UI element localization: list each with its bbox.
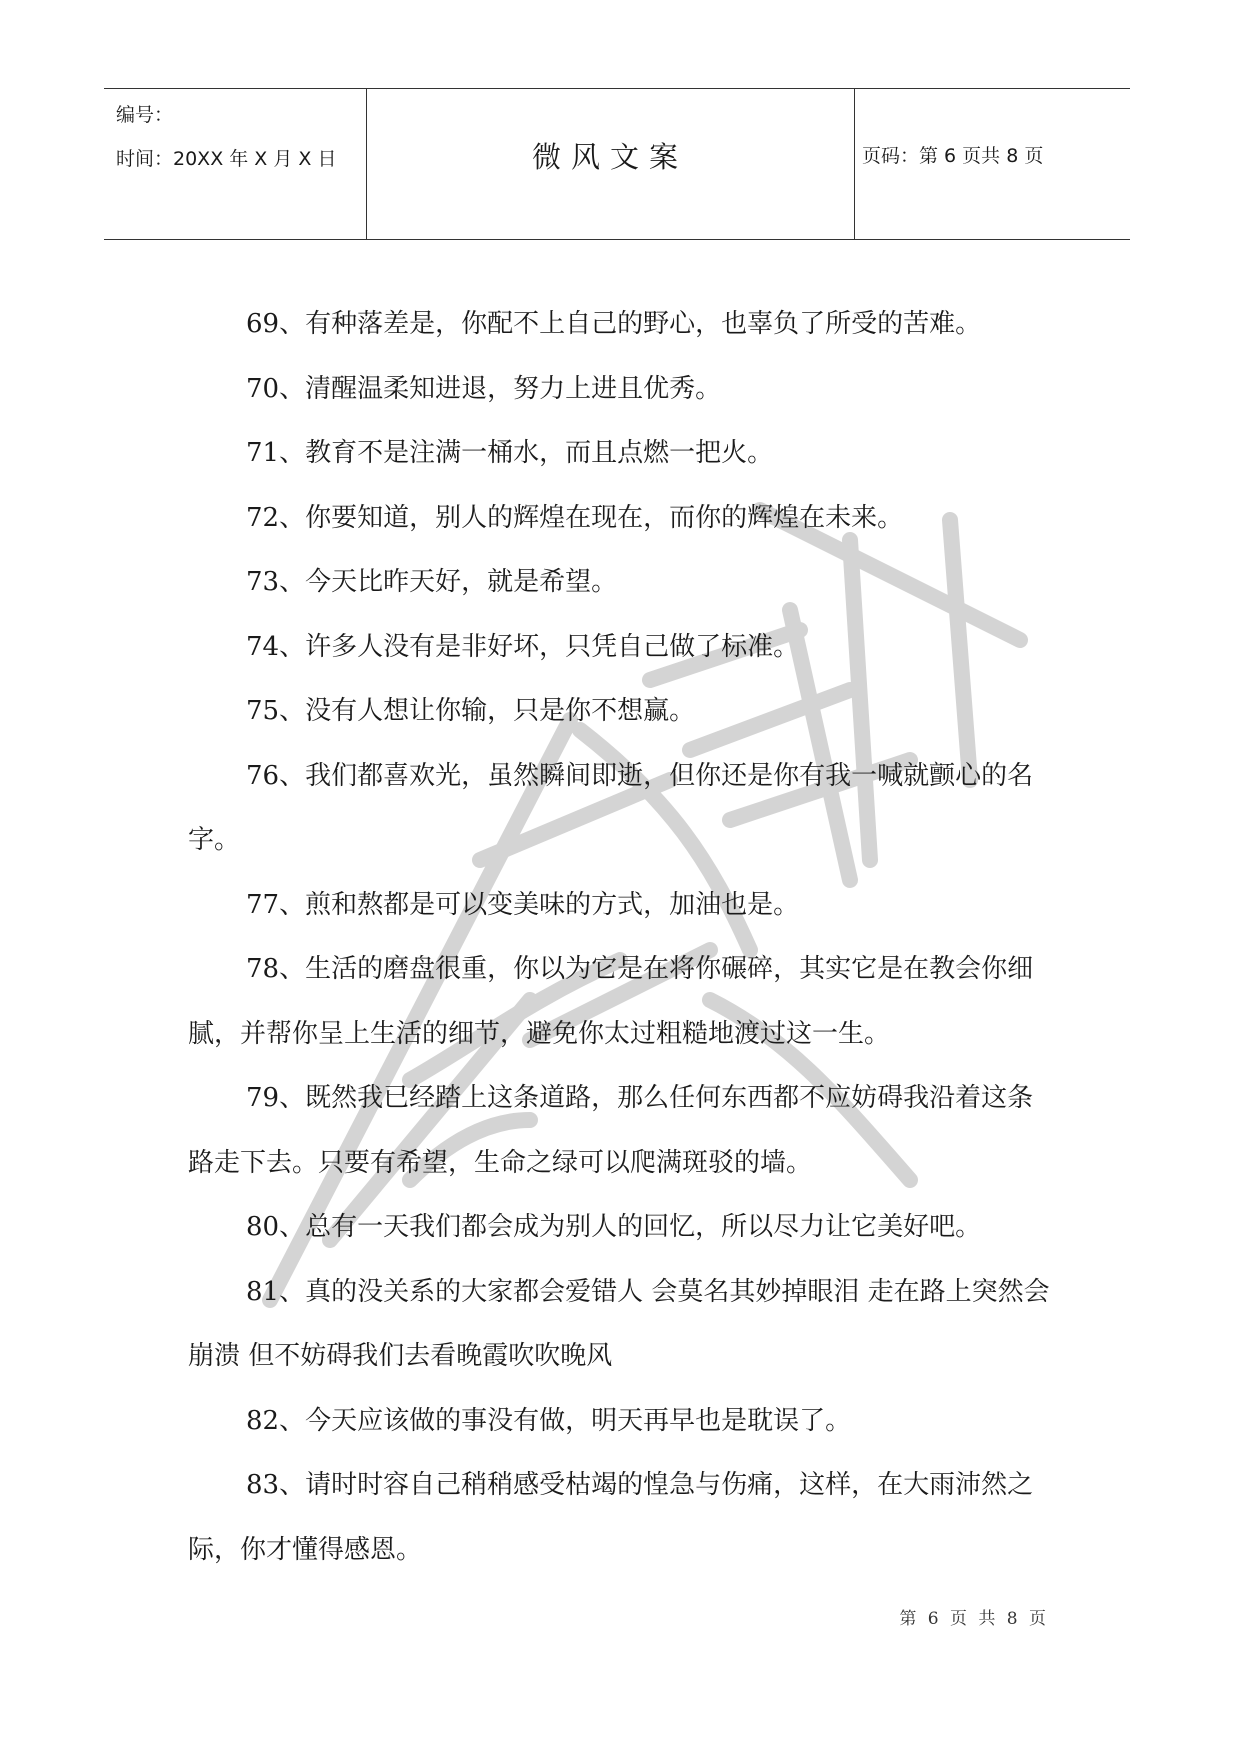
document-body	[188, 292, 1052, 1582]
quote-paragraph: 72、你要知道，别人的辉煌在现在，而你的辉煌在未来。	[246, 502, 904, 533]
quote-paragraph: 75、没有人想让你输，只是你不想赢。	[246, 696, 696, 726]
quote-paragraph: 74、许多人没有是非好坏，只凭自己做了标准。	[246, 631, 800, 662]
quote-paragraph: 79、既然我已经踏上这条道路，那么任何东西都不应妨碍我沿着这条路走下去。只要有希望，生命之绿可以爬满斑驳的墙。	[188, 1083, 1034, 1178]
header-date: 时间：20XX 年 X 月 X 日	[116, 148, 337, 170]
header-page-info: 页码：第 6 页共 8 页	[862, 145, 1044, 167]
header-number-label: 编号：	[116, 104, 174, 126]
header-divider-right	[854, 89, 855, 239]
quote-paragraph: 71、教育不是注满一桶水，而且点燃一把火。	[246, 438, 774, 468]
quote-paragraph: 73、今天比昨天好，就是希望。	[246, 567, 618, 597]
quote-paragraph: 78、生活的磨盘很重，你以为它是在将你碾碎，其实它是在教会你细腻，并帮你呈上生活的细节，避免你太过粗糙地渡过这一生。	[188, 954, 1034, 1049]
document-title: 微风文案	[531, 140, 688, 174]
quote-paragraph: 69、有种落差是，你配不上自己的野心，也辜负了所受的苦难。	[246, 309, 982, 339]
quote-paragraph: 76、我们都喜欢光，虽然瞬间即逝，但你还是你有我一喊就颤心的名字。	[188, 760, 1034, 855]
quote-paragraph: 82、今天应该做的事没有做，明天再早也是耽误了。	[246, 1405, 852, 1436]
quote-paragraph: 77、煎和熬都是可以变美味的方式，加油也是。	[246, 889, 800, 920]
header-meta	[116, 93, 336, 181]
document-header	[104, 88, 1130, 240]
quote-paragraph: 83、请时时容自己稍稍感受枯竭的惶急与伤痛，这样，在大雨沛然之际，你才懂得感恩。	[188, 1470, 1034, 1565]
quote-paragraph: 81、真的没关系的大家都会爱错人 会莫名其妙掉眼泪 走在路上突然会崩溃 但不妨碍我们去看晚霞吹吹晚风	[188, 1276, 1050, 1371]
quote-paragraph: 80、总有一天我们都会成为别人的回忆，所以尽力让它美好吧。	[246, 1212, 982, 1242]
quote-paragraph: 70、清醒温柔知进退，努力上进且优秀。	[246, 373, 722, 404]
page-footer: 第 6 页 共 8 页	[899, 1609, 1049, 1629]
